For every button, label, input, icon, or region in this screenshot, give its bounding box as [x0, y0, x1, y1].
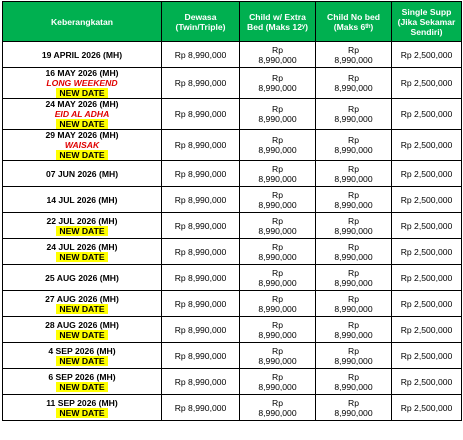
departure-date: 4 SEP 2026 (MH): [48, 345, 116, 356]
new-date-badge: NEW DATE: [56, 382, 107, 392]
single-supp-price: Rp 2,500,000: [392, 130, 462, 161]
price-value: 8,990,000: [258, 114, 297, 124]
child-no-bed-price: [316, 369, 392, 395]
child-extra-bed-price: [240, 369, 316, 395]
departure-cell: [3, 343, 162, 369]
departure-date: 14 JUL 2026 (MH): [46, 194, 118, 205]
currency-label: Rp: [348, 371, 359, 382]
adult-price: Rp 8,990,000: [162, 187, 240, 213]
table-row: [3, 265, 462, 291]
child-extra-bed-price: [240, 239, 316, 265]
price-value: 8,990,000: [334, 173, 373, 184]
table-row: [3, 99, 462, 130]
currency-label: Rp: [348, 189, 359, 200]
single-supp-price: Rp 2,500,000: [392, 395, 462, 421]
departure-date: 19 APRIL 2026 (MH): [41, 49, 123, 60]
price-value: 8,990,000: [258, 83, 297, 93]
currency-label: Rp: [272, 189, 283, 200]
departure-cell: [3, 187, 162, 213]
header-row: [3, 2, 462, 42]
currency-label: Rp: [272, 293, 283, 304]
price-value: 8,990,000: [258, 145, 297, 155]
departure-cell: [3, 239, 162, 265]
price-value: 8,990,000: [258, 54, 297, 65]
price-value: 8,990,000: [334, 199, 373, 210]
child-extra-bed-price: [240, 291, 316, 317]
price-table: [2, 1, 462, 421]
table-row: [3, 291, 462, 317]
departure-date: 22 JUL 2026 (MH): [46, 215, 118, 226]
adult-price: Rp 8,990,000: [162, 68, 240, 99]
child-no-bed-price: [316, 317, 392, 343]
price-value: 8,990,000: [334, 329, 373, 340]
price-value: 8,990,000: [334, 114, 373, 124]
departure-cell: [3, 265, 162, 291]
price-value: 8,990,000: [334, 145, 373, 155]
departure-date: 24 MAY 2026 (MH): [45, 99, 119, 109]
child-no-bed-price: [316, 187, 392, 213]
new-date-badge: NEW DATE: [56, 150, 107, 160]
departure-date: 25 AUG 2026 (MH): [45, 272, 119, 283]
single-supp-price: Rp 2,500,000: [392, 187, 462, 213]
header-adult: Dewasa (Twin/Triple): [162, 2, 240, 42]
new-date-badge: NEW DATE: [56, 304, 107, 314]
price-value: 8,990,000: [334, 355, 373, 366]
child-extra-bed-price: [240, 265, 316, 291]
header-child-extra-bed: Child w/ Extra Bed (Maks 12ʸ): [240, 2, 316, 42]
price-value: 8,990,000: [334, 381, 373, 392]
child-no-bed-price: [316, 99, 392, 130]
price-value: 8,990,000: [258, 381, 297, 392]
currency-label: Rp: [272, 397, 283, 408]
departure-cell: [3, 99, 162, 130]
new-date-badge: NEW DATE: [56, 356, 107, 366]
adult-price: Rp 8,990,000: [162, 130, 240, 161]
child-extra-bed-price: [240, 213, 316, 239]
currency-label: Rp: [272, 241, 283, 252]
adult-price: Rp 8,990,000: [162, 161, 240, 187]
table-row: [3, 68, 462, 99]
table-row: [3, 213, 462, 239]
new-date-badge: NEW DATE: [56, 88, 107, 98]
table-row: [3, 187, 462, 213]
price-value: 8,990,000: [258, 329, 297, 340]
child-no-bed-price: [316, 130, 392, 161]
price-value: 8,990,000: [334, 303, 373, 314]
child-extra-bed-price: [240, 99, 316, 130]
new-date-badge: NEW DATE: [56, 408, 107, 418]
child-extra-bed-price: [240, 161, 316, 187]
table-row: [3, 239, 462, 265]
price-value: 8,990,000: [258, 199, 297, 210]
departure-date: 29 MAY 2026 (MH): [45, 130, 119, 140]
price-value: 8,990,000: [334, 225, 373, 236]
header-single-supp: Single Supp (Jika Sekamar Sendiri): [392, 2, 462, 42]
child-no-bed-price: [316, 291, 392, 317]
currency-label: Rp: [272, 44, 283, 55]
departure-cell: [3, 213, 162, 239]
departure-date: 28 AUG 2026 (MH): [45, 319, 119, 330]
currency-label: Rp: [348, 215, 359, 226]
departure-date: 16 MAY 2026 (MH): [45, 68, 119, 78]
departure-cell: [3, 68, 162, 99]
price-value: 8,990,000: [334, 54, 373, 65]
departure-date: 11 SEP 2026 (MH): [46, 397, 118, 408]
currency-label: Rp: [272, 73, 283, 83]
currency-label: Rp: [272, 371, 283, 382]
child-no-bed-price: [316, 161, 392, 187]
single-supp-price: Rp 2,500,000: [392, 99, 462, 130]
currency-label: Rp: [272, 215, 283, 226]
adult-price: Rp 8,990,000: [162, 369, 240, 395]
departure-cell: [3, 161, 162, 187]
adult-price: Rp 8,990,000: [162, 239, 240, 265]
currency-label: Rp: [348, 397, 359, 408]
single-supp-price: Rp 2,500,000: [392, 239, 462, 265]
currency-label: Rp: [348, 267, 359, 278]
departure-cell: [3, 130, 162, 161]
child-no-bed-price: [316, 343, 392, 369]
child-extra-bed-price: [240, 187, 316, 213]
price-value: 8,990,000: [258, 407, 297, 418]
price-value: 8,990,000: [334, 407, 373, 418]
adult-price: Rp 8,990,000: [162, 265, 240, 291]
currency-label: Rp: [348, 293, 359, 304]
new-date-badge: NEW DATE: [56, 252, 107, 262]
new-date-badge: NEW DATE: [56, 330, 107, 340]
child-extra-bed-price: [240, 317, 316, 343]
single-supp-price: Rp 2,500,000: [392, 161, 462, 187]
table-row: [3, 395, 462, 421]
child-no-bed-price: [316, 42, 392, 68]
price-value: 8,990,000: [258, 355, 297, 366]
adult-price: Rp 8,990,000: [162, 213, 240, 239]
price-value: 8,990,000: [258, 303, 297, 314]
child-no-bed-price: [316, 395, 392, 421]
table-row: [3, 369, 462, 395]
holiday-tag: LONG WEEKEND: [46, 78, 118, 88]
child-no-bed-price: [316, 239, 392, 265]
price-value: 8,990,000: [334, 277, 373, 288]
table-row: [3, 42, 462, 68]
header-departure: Keberangkatan: [3, 2, 162, 42]
single-supp-price: Rp 2,500,000: [392, 369, 462, 395]
currency-label: Rp: [348, 104, 359, 114]
table-row: [3, 130, 462, 161]
header-child-no-bed: Child No bed (Maks 6ᵗʰ): [316, 2, 392, 42]
currency-label: Rp: [348, 73, 359, 83]
price-value: 8,990,000: [334, 83, 373, 93]
currency-label: Rp: [272, 345, 283, 356]
adult-price: Rp 8,990,000: [162, 291, 240, 317]
single-supp-price: Rp 2,500,000: [392, 343, 462, 369]
child-extra-bed-price: [240, 343, 316, 369]
price-value: 8,990,000: [258, 251, 297, 262]
currency-label: Rp: [272, 104, 283, 114]
departure-date: 24 JUL 2026 (MH): [46, 241, 118, 252]
price-value: 8,990,000: [258, 225, 297, 236]
departure-cell: [3, 42, 162, 68]
single-supp-price: Rp 2,500,000: [392, 42, 462, 68]
child-extra-bed-price: [240, 130, 316, 161]
holiday-tag: WAISAK: [64, 140, 100, 150]
child-extra-bed-price: [240, 395, 316, 421]
departure-date: 27 AUG 2026 (MH): [45, 293, 119, 304]
currency-label: Rp: [348, 44, 359, 55]
single-supp-price: Rp 2,500,000: [392, 291, 462, 317]
currency-label: Rp: [272, 163, 283, 174]
table-row: [3, 343, 462, 369]
departure-cell: [3, 317, 162, 343]
departure-cell: [3, 291, 162, 317]
currency-label: Rp: [348, 345, 359, 356]
currency-label: Rp: [272, 267, 283, 278]
single-supp-price: Rp 2,500,000: [392, 213, 462, 239]
adult-price: Rp 8,990,000: [162, 395, 240, 421]
price-value: 8,990,000: [258, 277, 297, 288]
price-value: 8,990,000: [258, 173, 297, 184]
currency-label: Rp: [348, 163, 359, 174]
departure-date: 6 SEP 2026 (MH): [48, 371, 116, 382]
currency-label: Rp: [272, 319, 283, 330]
single-supp-price: Rp 2,500,000: [392, 317, 462, 343]
child-no-bed-price: [316, 265, 392, 291]
child-no-bed-price: [316, 68, 392, 99]
new-date-badge: NEW DATE: [56, 119, 107, 129]
departure-cell: [3, 369, 162, 395]
new-date-badge: NEW DATE: [56, 226, 107, 236]
adult-price: Rp 8,990,000: [162, 99, 240, 130]
single-supp-price: Rp 2,500,000: [392, 68, 462, 99]
holiday-tag: EID AL ADHA: [54, 109, 110, 119]
table-row: [3, 161, 462, 187]
adult-price: Rp 8,990,000: [162, 317, 240, 343]
currency-label: Rp: [348, 319, 359, 330]
departure-cell: [3, 395, 162, 421]
currency-label: Rp: [348, 135, 359, 145]
single-supp-price: Rp 2,500,000: [392, 265, 462, 291]
child-extra-bed-price: [240, 68, 316, 99]
adult-price: Rp 8,990,000: [162, 343, 240, 369]
price-value: 8,990,000: [334, 251, 373, 262]
table-row: [3, 317, 462, 343]
currency-label: Rp: [272, 135, 283, 145]
adult-price: Rp 8,990,000: [162, 42, 240, 68]
departure-date: 07 JUN 2026 (MH): [45, 168, 119, 179]
currency-label: Rp: [348, 241, 359, 252]
child-no-bed-price: [316, 213, 392, 239]
child-extra-bed-price: [240, 42, 316, 68]
